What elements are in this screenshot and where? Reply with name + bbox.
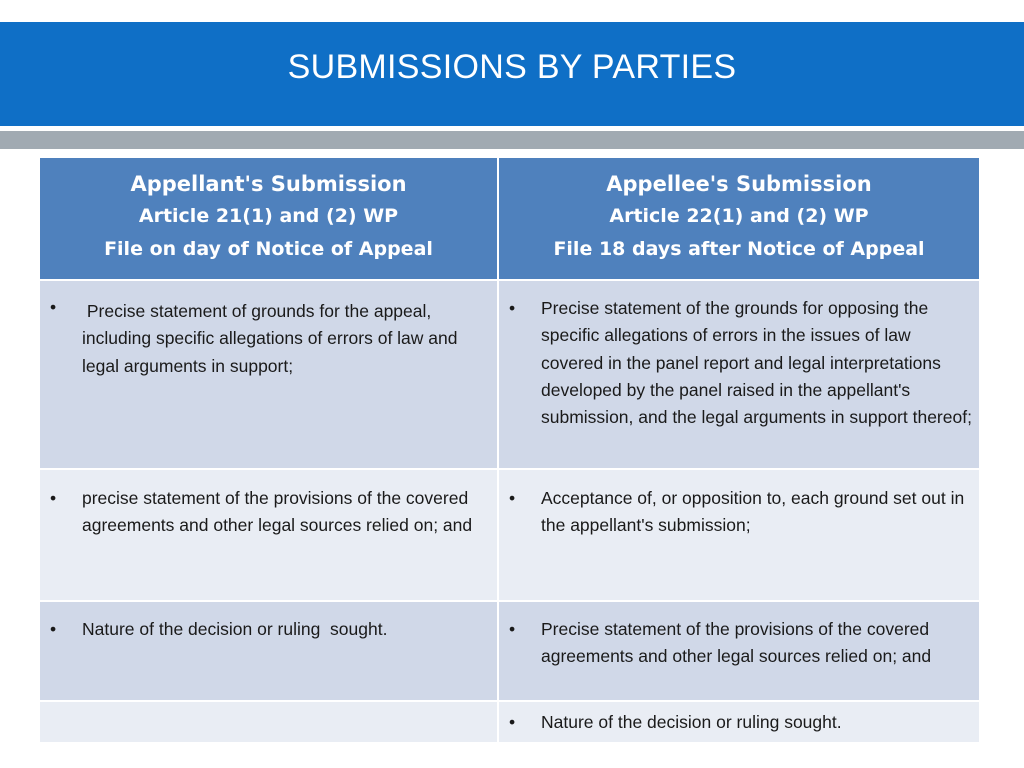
appellee-cell — [499, 281, 979, 468]
list-item — [48, 616, 491, 643]
appellant-cell — [40, 602, 499, 700]
appellant-header — [40, 158, 499, 279]
list-item — [48, 485, 491, 540]
appellant-item-text: precise statement of the provisions of the covered agreements and other legal sources relied on; and — [82, 488, 473, 536]
table-row — [40, 470, 979, 602]
appellant-item-text: Precise statement of grounds for the appeal, including specific allegations of errors of law and legal arguments in support; — [82, 301, 463, 376]
appellee-article: Article 22(1) and (2) WP — [609, 205, 869, 227]
appellant-cell — [40, 281, 499, 468]
appellant-timing: File on day of Notice of Appeal — [104, 238, 433, 260]
list-item — [507, 295, 973, 431]
table-row — [40, 702, 979, 742]
appellee-cell — [499, 602, 979, 700]
appellant-cell — [40, 470, 499, 600]
list-item — [507, 485, 973, 540]
appellee-timing: File 18 days after Notice of Appeal — [553, 238, 925, 260]
appellant-cell-empty — [40, 702, 499, 742]
table-row — [40, 602, 979, 702]
appellee-header — [499, 158, 979, 279]
list-item — [48, 298, 491, 380]
bullet-icon: • — [509, 488, 516, 508]
appellee-cell — [499, 702, 979, 742]
slide-title: SUBMISSIONS BY PARTIES — [287, 48, 737, 86]
list-item — [507, 709, 973, 736]
appellee-item-text: Precise statement of the provisions of the covered agreements and other legal sources relied on; and — [541, 619, 932, 667]
appellee-item-text: Nature of the decision or ruling sought. — [541, 712, 842, 732]
list-item — [507, 616, 973, 671]
submissions-table — [40, 158, 979, 742]
divider-strip — [0, 131, 1024, 149]
title-bar — [0, 22, 1024, 126]
appellee-cell — [499, 470, 979, 600]
appellant-heading: Appellant's Submission — [130, 172, 407, 196]
appellee-item-text: Acceptance of, or opposition to, each ground set out in the appellant's submission; — [541, 488, 965, 536]
appellant-article: Article 21(1) and (2) WP — [138, 205, 399, 227]
appellee-item-text: Precise statement of the grounds for opposing the specific allegations of errors in the issues of law covered in the panel report and legal interpretations developed by the panel raised in the appellant's submission, and the legal arguments in support thereof; — [541, 298, 972, 428]
bullet-icon: • — [509, 298, 516, 318]
table-row — [40, 281, 979, 470]
table-header-row — [40, 158, 979, 281]
bullet-icon: • — [509, 712, 516, 732]
appellant-item-text: Nature of the decision or ruling sought. — [82, 619, 388, 639]
appellee-heading: Appellee's Submission — [606, 172, 872, 196]
bullet-icon: • — [50, 619, 57, 639]
bullet-icon: • — [50, 297, 57, 317]
bullet-icon: • — [509, 619, 516, 639]
bullet-icon: • — [50, 488, 57, 508]
